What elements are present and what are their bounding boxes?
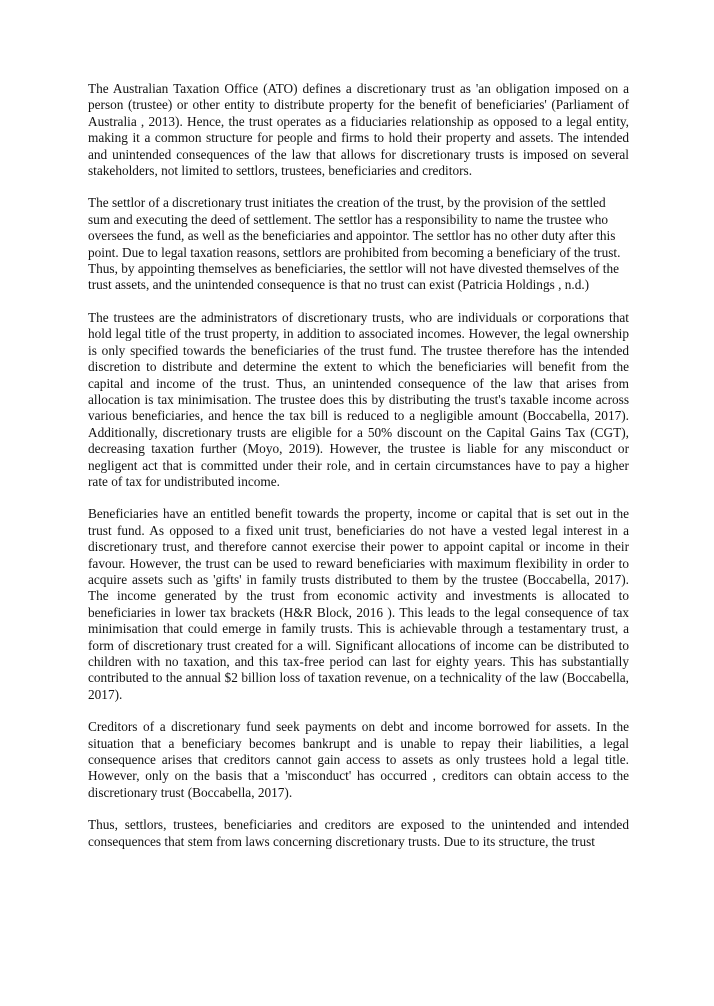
paragraph-settlor: The settlor of a discretionary trust initiates the creation of the trust, by the provision of the settled sum and executing the deed of settlement. The settlor has a responsibility to name the trustee who oversees the fund, as well as the beneficiaries and appointor. The settlor has no other duty after this point. Due to legal taxation reasons, settlors are prohibited from becoming a beneficiary of the trust. Thus, by appointing themselves as beneficiaries, the settlor will not have divested themselves of the trust assets, and the unintended consequence is that no trust can exist (Patricia Holdings , n.d.)	[88, 195, 621, 293]
paragraph-conclusion: Thus, settlors, trustees, beneficiaries and creditors are exposed to the unintended and intended consequences that stem from laws concerning discretionary trusts. Due to its structure, the trust	[88, 817, 629, 849]
document-page	[88, 81, 629, 866]
paragraph-creditors: Creditors of a discretionary fund seek payments on debt and income borrowed for assets. In the situation that a beneficiary becomes bankrupt and is unable to repay their liabilities, a legal consequence arises that creditors cannot gain access to assets as only trustees hold a legal title. However, only on the basis that a 'misconduct' has occurred , creditors can obtain access to the discretionary trust (Boccabella, 2017).	[88, 719, 629, 800]
paragraph-trustees: The trustees are the administrators of discretionary trusts, who are individuals or corporations that hold legal title of the trust property, in addition to associated incomes. However, the legal ownership is only specified towards the beneficiaries of the trust fund. The trustee therefore has the intended discretion to distribute and determine the extent to which the beneficiaries will benefit from the capital and income of the trust. Thus, an unintended consequence of the law that arises from allocation is tax minimisation. The trustee does this by distributing the trust's taxable income across various beneficiaries, and hence the tax bill is reduced to a negligible amount (Boccabella, 2017). Additionally, discretionary trusts are eligible for a 50% discount on the Capital Gains Tax (CGT), decreasing taxation further (Moyo, 2019). However, the trustee is liable for any misconduct or negligent act that is committed under their role, and in certain circumstances have to pay a higher rate of tax for undistributed income.	[88, 309, 629, 489]
paragraph-ato-definition: The Australian Taxation Office (ATO) defines a discretionary trust as 'an obligation imposed on a person (trustee) or other entity to distribute property for the benefit of beneficiaries' (Parliament of Australia , 2013). Hence, the trust operates as a fiduciaries relationship as opposed to a legal entity, making it a common structure for people and firms to hold their property and assets. The intended and unintended consequences of the law that allows for discretionary trusts is imposed on several stakeholders, not limited to settlors, trustees, beneficiaries and creditors.	[88, 81, 629, 179]
paragraph-beneficiaries: Beneficiaries have an entitled benefit towards the property, income or capital that is set out in the trust fund. As opposed to a fixed unit trust, beneficiaries do not have a vested legal interest in a discretionary trust, and therefore cannot exercise their power to appoint capital or income in their favour. However, the trust can be used to reward beneficiaries with maximum flexibility in order to acquire assets such as 'gifts' in family trusts distributed to them by the trustee (Boccabella, 2017). The income generated by the trust from economic activity and investments is allocated to beneficiaries in lower tax brackets (H&R Block, 2016 ). This leads to the legal consequence of tax minimisation that could emerge in family trusts. This is achievable through a testamentary trust, a form of discretionary trust created for a will. Significant allocations of income can be distributed to children with no taxation, and this tax-free period can last for eighty years. This has substantially contributed to the annual $2 billion loss of taxation revenue, on a technicality of the law (Boccabella, 2017).	[88, 506, 629, 702]
